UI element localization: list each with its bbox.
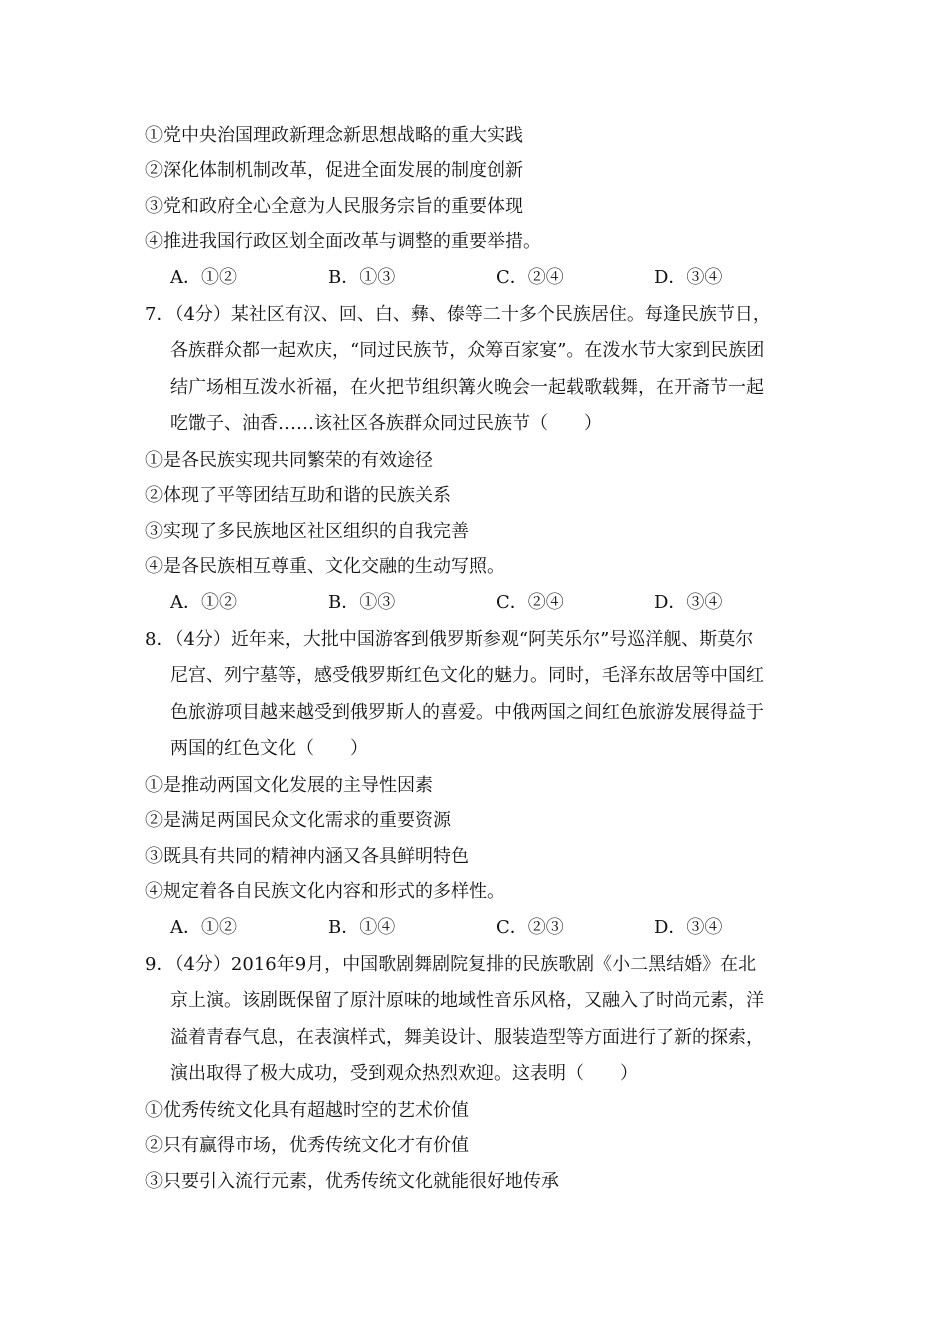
q9-stem-line-3: 溢着青春气息，在表演样式，舞美设计、服装造型等方面进行了新的探索， (170, 1027, 764, 1048)
q7-option-b: B．①③ (328, 592, 396, 613)
q9-statement-1: ①优秀传统文化具有超越时空的艺术价值 (145, 1100, 469, 1121)
q6-option-c: C．②④ (496, 267, 564, 288)
q6-option-b: B．①③ (328, 267, 396, 288)
q9-statement-2: ②只有赢得市场，优秀传统文化才有价值 (145, 1135, 469, 1156)
q8-option-b: B．①④ (328, 917, 396, 938)
q7-statement-2: ②体现了平等团结互助和谐的民族关系 (145, 485, 451, 506)
q7-statement-3: ③实现了多民族地区社区组织的自我完善 (145, 521, 469, 542)
q9-stem-line-4: 演出取得了极大成功，受到观众热烈欢迎。这表明（ ） (170, 1063, 638, 1084)
q6-option-a: A．①② (170, 267, 237, 288)
q6-statement-3: ③党和政府全心全意为人民服务宗旨的重要体现 (145, 196, 523, 217)
q6-statement-4: ④推进我国行政区划全面改革与调整的重要举措。 (145, 231, 541, 252)
q9-statement-3: ③只要引入流行元素，优秀传统文化就能很好地传承 (145, 1171, 559, 1192)
q7-stem-line-3: 结广场相互泼水祈福，在火把节组织篝火晚会一起载歌载舞，在开斋节一起 (170, 377, 764, 398)
q8-options (0, 916, 950, 940)
q6-option-d: D．③④ (654, 267, 723, 288)
q7-stem-line-4: 吃馓子、油香……该社区各族群众同过民族节（ ） (170, 413, 602, 434)
q9-stem-line-2: 京上演。该剧既保留了原汁原味的地域性音乐风格，又融入了时尚元素，洋 (170, 990, 764, 1011)
q6-statement-1: ①党中央治国理政新理念新思想战略的重大实践 (145, 125, 523, 146)
q7-stem-line-2: 各族群众都一起欢庆，“同过民族节，众筹百家宴”。在泼水节大家到民族团 (170, 340, 765, 361)
q6-statement-2: ②深化体制机制改革，促进全面发展的制度创新 (145, 160, 523, 181)
q7-statement-1: ①是各民族实现共同繁荣的有效途径 (145, 450, 433, 471)
q8-option-d: D．③④ (654, 917, 723, 938)
q7-option-d: D．③④ (654, 592, 723, 613)
q8-stem-line-4: 两国的红色文化（ ） (170, 738, 368, 759)
q6-options (0, 266, 950, 290)
q7-option-a: A．①② (170, 592, 237, 613)
q8-stem-line-1: 8．（4分）近年来，大批中国游客到俄罗斯参观“阿芙乐尔”号巡洋舰、斯莫尔 (145, 629, 754, 650)
q7-statement-4: ④是各民族相互尊重、文化交融的生动写照。 (145, 556, 505, 577)
q7-options (0, 591, 950, 615)
q8-statement-2: ②是满足两国民众文化需求的重要资源 (145, 810, 451, 831)
q7-option-c: C．②④ (496, 592, 564, 613)
q8-stem-line-3: 色旅游项目越来越受到俄罗斯人的喜爱。中俄两国之间红色旅游发展得益于 (170, 702, 764, 723)
q7-stem-line-1: 7．（4分）某社区有汉、回、白、彝、傣等二十多个民族居住。每逢民族节日， (145, 304, 771, 325)
q8-option-a: A．①② (170, 917, 237, 938)
q8-statement-1: ①是推动两国文化发展的主导性因素 (145, 775, 433, 796)
q8-option-c: C．②③ (496, 917, 564, 938)
q8-statement-3: ③既具有共同的精神内涵又各具鲜明特色 (145, 846, 469, 867)
q8-statement-4: ④规定着各自民族文化内容和形式的多样性。 (145, 881, 505, 902)
q8-stem-line-2: 尼宫、列宁墓等，感受俄罗斯红色文化的魅力。同时，毛泽东故居等中国红 (170, 665, 764, 686)
q9-stem-line-1: 9．（4分）2016年9月，中国歌剧舞剧院复排的民族歌剧《小二黑结婚》在北 (145, 954, 757, 975)
